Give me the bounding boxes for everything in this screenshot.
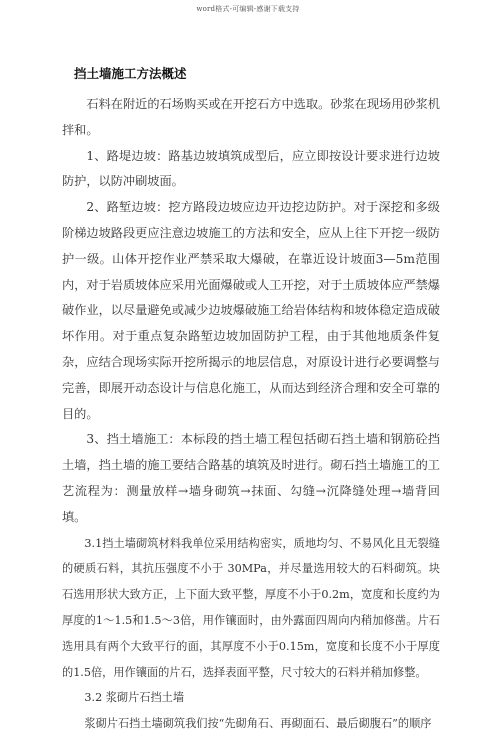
section-heading-mortar-wall: 3.2 浆砌片石挡土墙 — [84, 691, 185, 705]
paragraph-materials: 3.1挡土墙砌筑材料我单位采用结构密实，质地均匀、不易风化且无裂缝的硬质石料，其抗压强度不小于 30MPa，并尽量选用较大的石料砌筑。块石选用形状大致方正，上下面大致平整，厚度不小于0.2m，宽度和长度约为厚度的1～1.5和1.5～3倍，用作镶面时，由外露面四周向内稍加修凿。片石选用具有两个大致平行的面，其厚度不小于0.15m，宽度和长度不小于厚度的1.5倍，用作镶面的片石，选择表面平整，尺寸较大的石料并稍加修整。 — [62, 536, 440, 679]
page-header: word格式-可编辑-感谢下载支持 — [196, 5, 300, 13]
paragraph-retaining-wall: 3、挡土墙施工：本标段的挡土墙工程包括砌石挡土墙和钢筋砼挡土墙，挡土墙的施工要结合路基的填筑及时进行。砌石挡土墙施工的工艺流程为：测量放样→墙身砌筑→抹面、勾缝→沉降缝处理→墙背回填。 — [62, 432, 440, 524]
paragraph-mortar-wall: 浆砌片石挡土墙砌筑我们按“先砌角石、再砌面石、最后砌腹石”的顺序 — [84, 717, 432, 731]
paragraph-embankment-slope: 1、路堤边坡：路基边坡填筑成型后，应立即按设计要求进行边坡防护，以防冲刷坡面。 — [62, 148, 440, 189]
document-body — [62, 92, 440, 737]
document-title: 挡土墙施工方法概述 — [74, 66, 187, 81]
paragraph-cutting-slope: 2、路堑边坡：挖方路段边坡应边开边挖边防护。对于深挖和多级阶梯边坡路段更应注意边坡施工的方法和安全，应从上往下开挖一级防护一级。山体开挖作业严禁采取大爆破，在靠近设计坡面3—5m范围内，对于岩质坡体应采用光面爆破或人工开挖，对于土质坡体应严禁爆破作业，以尽量避免或减少边坡爆破施工给岩体结构和坡体稳定造成破坏作用。对于重点复杂路堑边坡加固防护工程，由于其他地质条件复杂，应结合现场实际开挖所揭示的地层信息，对原设计进行必要调整与完善，即展开动态设计与信息化施工，从而达到经济合理和安全可靠的目的。 — [62, 200, 440, 421]
paragraph-intro: 石料在附近的石场购买或在开挖石方中选取。砂浆在现场用砂浆机拌和。 — [62, 97, 440, 137]
